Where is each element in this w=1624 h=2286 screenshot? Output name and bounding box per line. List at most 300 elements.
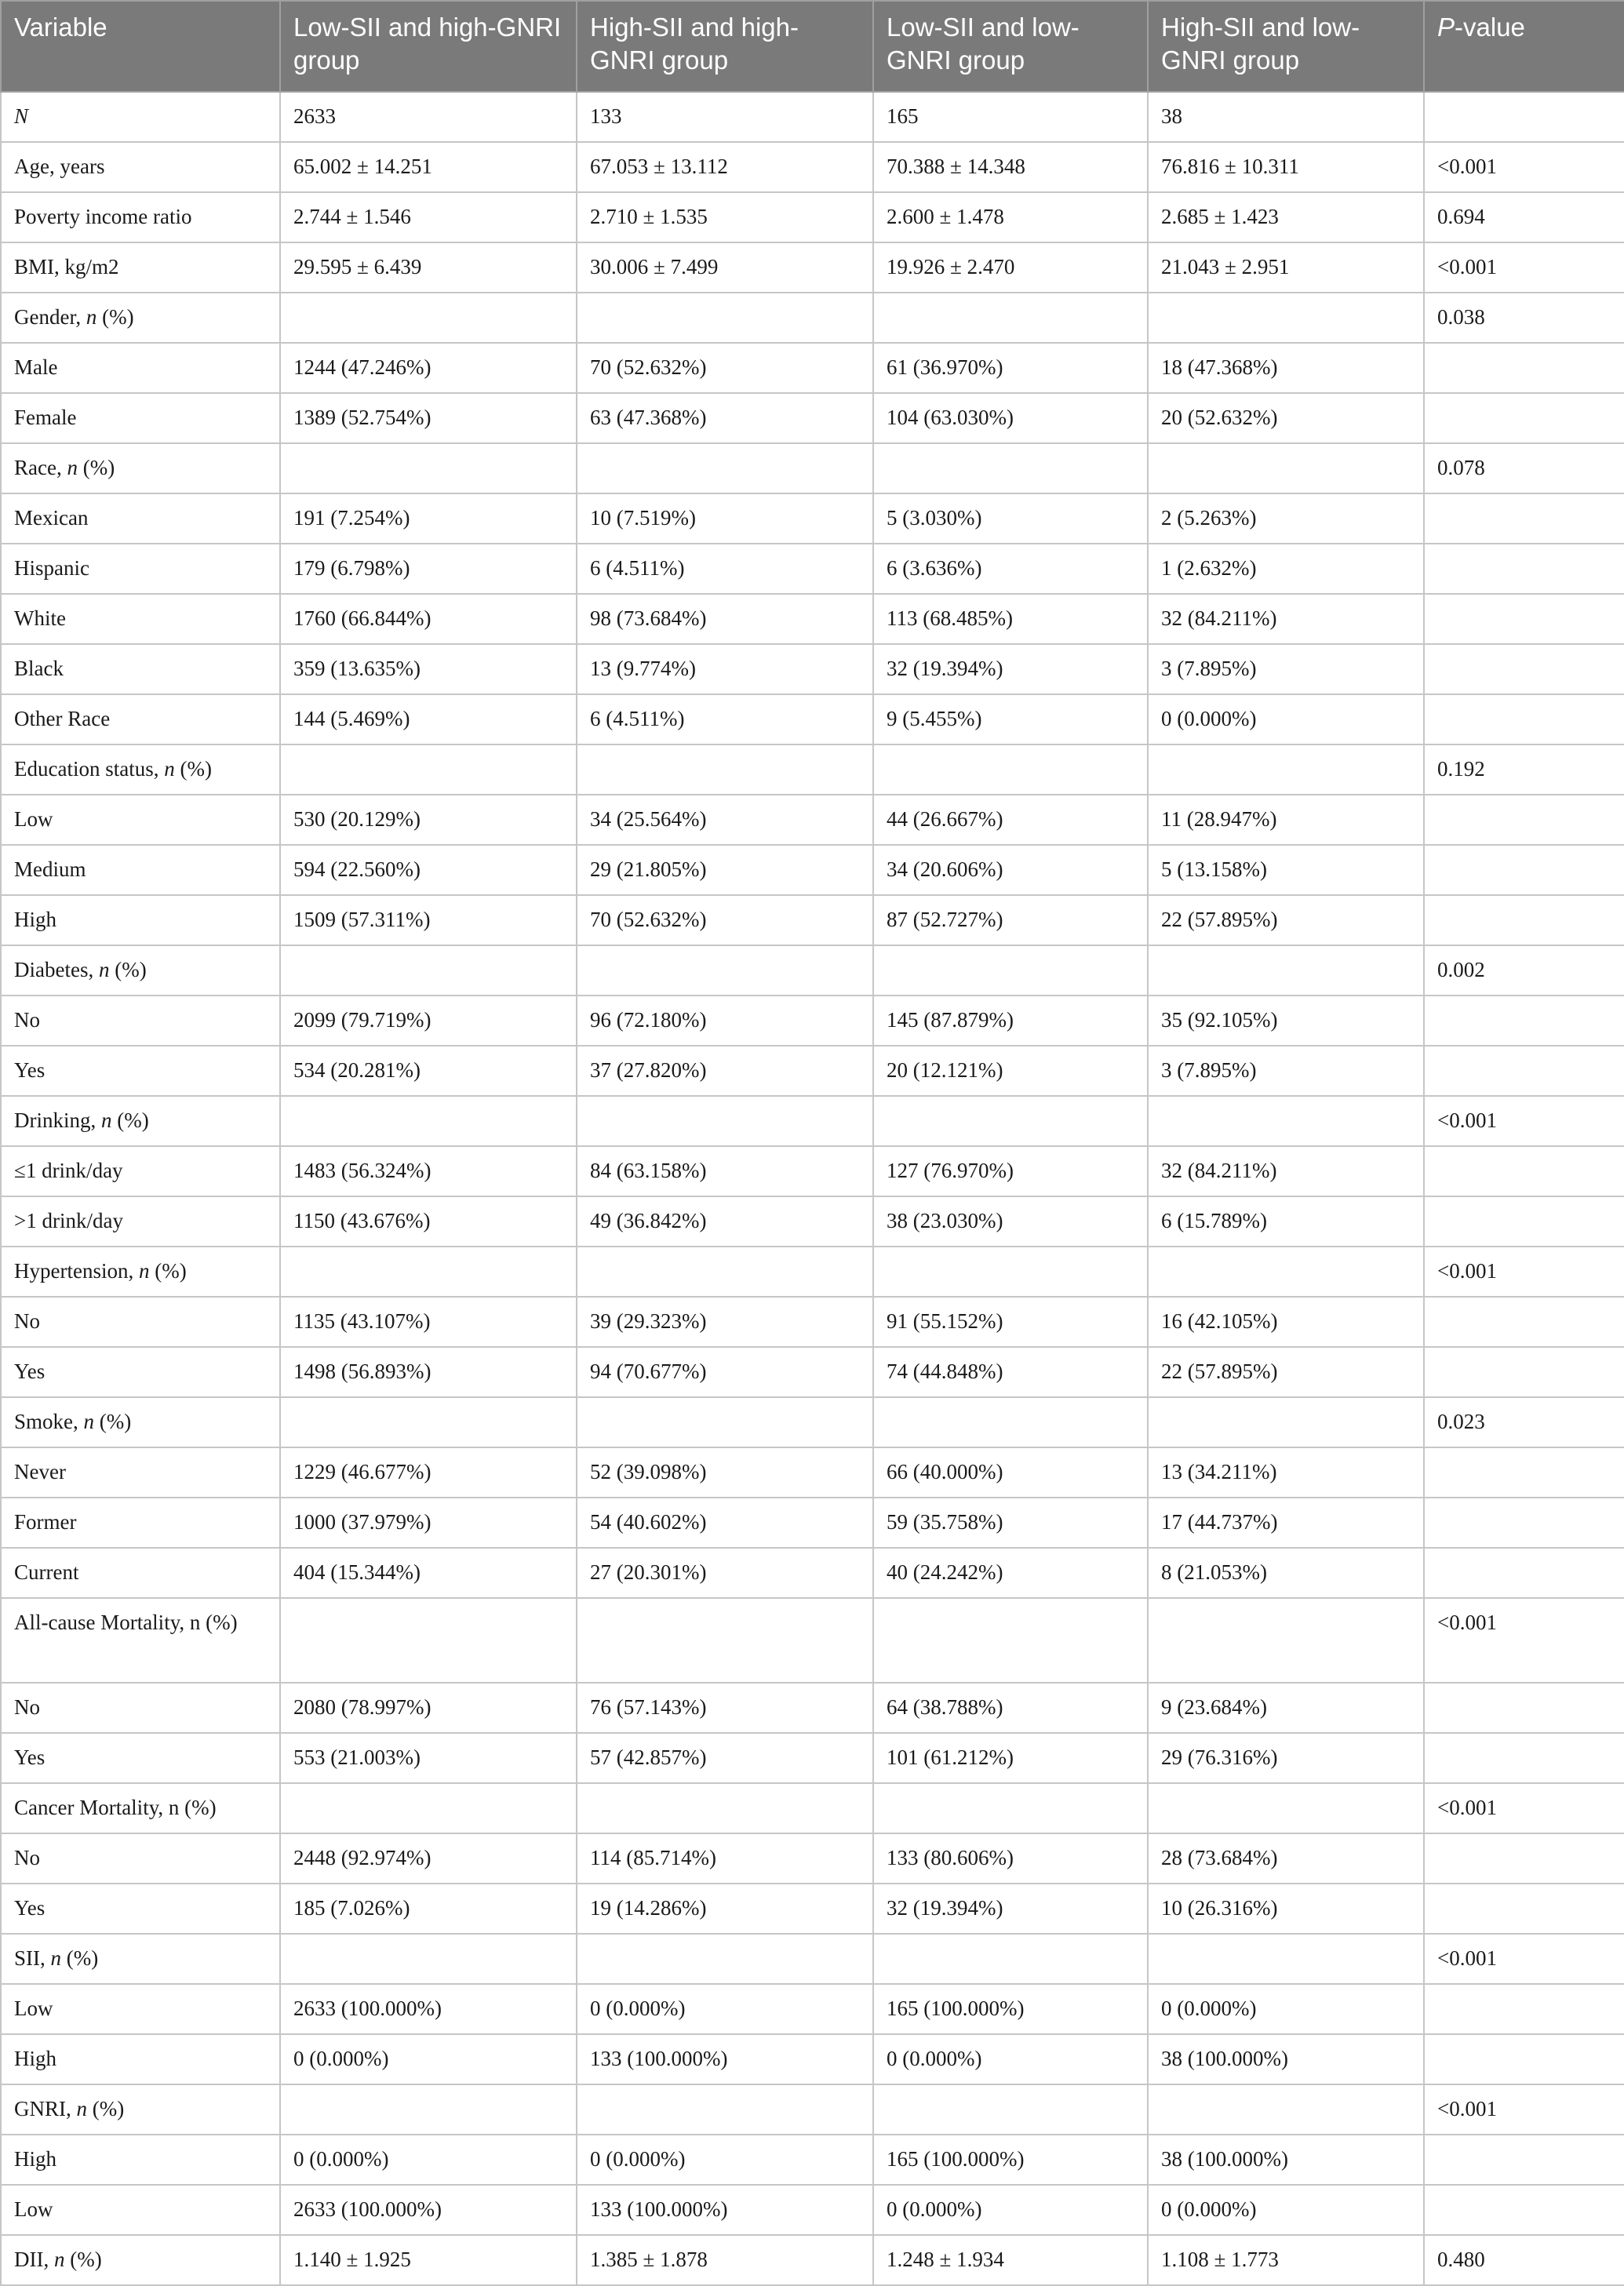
table-row	[1, 242, 1624, 293]
low-sii-low-gnri-cell: 0 (0.000%)	[873, 2185, 1148, 2235]
low-sii-high-gnri-cell: 1.140 ± 1.925	[280, 2235, 577, 2285]
table-row	[1, 1347, 1624, 1397]
low-sii-low-gnri-cell	[873, 1096, 1148, 1146]
table-row	[1, 1733, 1624, 1783]
variable-label-text: High	[14, 908, 56, 931]
high-sii-low-gnri-cell: 21.043 ± 2.951	[1148, 242, 1424, 293]
low-sii-high-gnri-cell	[280, 1096, 577, 1146]
low-sii-low-gnri-cell	[873, 2084, 1148, 2135]
variable-label-text: Never	[14, 1460, 66, 1483]
high-sii-high-gnri-cell: 34 (25.564%)	[577, 795, 873, 845]
low-sii-low-gnri-cell: 113 (68.485%)	[873, 594, 1148, 644]
low-sii-low-gnri-cell: 6 (3.636%)	[873, 544, 1148, 594]
low-sii-high-gnri-cell	[280, 1397, 577, 1447]
low-sii-high-gnri-cell: 404 (15.344%)	[280, 1548, 577, 1598]
variable-label-tail: (%)	[111, 1108, 149, 1132]
variable-cell	[1, 92, 280, 142]
p-value-cell	[1424, 92, 1624, 142]
low-sii-high-gnri-cell: 594 (22.560%)	[280, 845, 577, 895]
variable-label-text: Education status,	[14, 757, 165, 781]
high-sii-low-gnri-cell	[1148, 945, 1424, 996]
high-sii-low-gnri-cell: 1 (2.632%)	[1148, 544, 1424, 594]
high-sii-low-gnri-cell: 32 (84.211%)	[1148, 594, 1424, 644]
variable-label-it: n	[50, 1946, 61, 1970]
variable-label-tail: (%)	[149, 1259, 187, 1283]
p-value-cell	[1424, 343, 1624, 393]
high-sii-high-gnri-cell: 0 (0.000%)	[577, 1984, 873, 2034]
high-sii-high-gnri-cell: 98 (73.684%)	[577, 594, 873, 644]
low-sii-low-gnri-cell: 70.388 ± 14.348	[873, 142, 1148, 192]
high-sii-high-gnri-cell	[577, 1783, 873, 1833]
variable-label-text: >1 drink/day	[14, 1209, 123, 1232]
high-sii-low-gnri-cell: 1.108 ± 1.773	[1148, 2235, 1424, 2285]
header-p-value: P-value	[1424, 1, 1624, 92]
variable-label-text: Poverty income ratio	[14, 205, 192, 228]
low-sii-low-gnri-cell	[873, 1397, 1148, 1447]
high-sii-high-gnri-cell: 133	[577, 92, 873, 142]
low-sii-high-gnri-cell	[280, 293, 577, 343]
variable-label-text: No	[14, 1695, 40, 1719]
table-row	[1, 192, 1624, 242]
p-value-cell: <0.001	[1424, 2084, 1624, 2135]
table-row	[1, 1683, 1624, 1733]
variable-label-text: Smoke,	[14, 1410, 84, 1433]
variable-label-text: Female	[14, 406, 77, 429]
variable-cell	[1, 1347, 280, 1397]
header-row	[1, 1, 1624, 92]
variable-label-text: Former	[14, 1510, 77, 1534]
variable-label-text: Yes	[14, 1745, 46, 1769]
variable-cell	[1, 1297, 280, 1347]
table-row	[1, 2235, 1624, 2285]
table-row	[1, 1884, 1624, 1934]
variable-cell	[1, 1397, 280, 1447]
variable-cell	[1, 1196, 280, 1247]
variable-label-tail: (%)	[64, 2248, 102, 2271]
p-value-cell	[1424, 1733, 1624, 1783]
variable-label-text: High	[14, 2147, 56, 2171]
low-sii-high-gnri-cell: 29.595 ± 6.439	[280, 242, 577, 293]
high-sii-high-gnri-cell: 57 (42.857%)	[577, 1733, 873, 1783]
high-sii-low-gnri-cell: 0 (0.000%)	[1148, 1984, 1424, 2034]
high-sii-high-gnri-cell: 1.385 ± 1.878	[577, 2235, 873, 2285]
high-sii-low-gnri-cell: 3 (7.895%)	[1148, 644, 1424, 694]
high-sii-high-gnri-cell: 37 (27.820%)	[577, 1046, 873, 1096]
variable-cell	[1, 594, 280, 644]
low-sii-low-gnri-cell: 165 (100.000%)	[873, 2135, 1148, 2185]
low-sii-low-gnri-cell: 5 (3.030%)	[873, 493, 1148, 544]
variable-label-it: n	[53, 2248, 65, 2271]
table-row	[1, 293, 1624, 343]
high-sii-high-gnri-cell	[577, 945, 873, 996]
variable-cell	[1, 2084, 280, 2135]
variable-cell	[1, 1833, 280, 1884]
high-sii-high-gnri-cell: 19 (14.286%)	[577, 1884, 873, 1934]
variable-cell	[1, 2185, 280, 2235]
p-value-cell: <0.001	[1424, 242, 1624, 293]
table-row	[1, 2185, 1624, 2235]
low-sii-low-gnri-cell: 64 (38.788%)	[873, 1683, 1148, 1733]
low-sii-high-gnri-cell: 1509 (57.311%)	[280, 895, 577, 945]
p-value-cell	[1424, 544, 1624, 594]
high-sii-high-gnri-cell: 114 (85.714%)	[577, 1833, 873, 1884]
low-sii-high-gnri-cell: 1135 (43.107%)	[280, 1297, 577, 1347]
p-value-cell	[1424, 1984, 1624, 2034]
table-row	[1, 895, 1624, 945]
variable-label-text: Race,	[14, 456, 67, 479]
table-row	[1, 1046, 1624, 1096]
p-value-cell	[1424, 845, 1624, 895]
low-sii-low-gnri-cell: 133 (80.606%)	[873, 1833, 1148, 1884]
low-sii-low-gnri-cell: 127 (76.970%)	[873, 1146, 1148, 1196]
low-sii-low-gnri-cell: 66 (40.000%)	[873, 1447, 1148, 1498]
variable-label-text: Other Race	[14, 707, 111, 730]
low-sii-low-gnri-cell: 19.926 ± 2.470	[873, 242, 1148, 293]
variable-cell	[1, 242, 280, 293]
high-sii-low-gnri-cell: 38	[1148, 92, 1424, 142]
variable-cell	[1, 945, 280, 996]
variable-cell	[1, 142, 280, 192]
high-sii-high-gnri-cell: 0 (0.000%)	[577, 2135, 873, 2185]
low-sii-high-gnri-cell: 553 (21.003%)	[280, 1733, 577, 1783]
p-value-cell: <0.001	[1424, 1096, 1624, 1146]
p-value-cell	[1424, 1146, 1624, 1196]
high-sii-low-gnri-cell: 20 (52.632%)	[1148, 393, 1424, 443]
low-sii-low-gnri-cell	[873, 945, 1148, 996]
variable-label-it: n	[164, 757, 175, 781]
table-row	[1, 795, 1624, 845]
variable-label-text: Yes	[14, 1360, 46, 1383]
low-sii-low-gnri-cell: 87 (52.727%)	[873, 895, 1148, 945]
low-sii-low-gnri-cell: 145 (87.879%)	[873, 996, 1148, 1046]
high-sii-high-gnri-cell: 10 (7.519%)	[577, 493, 873, 544]
table-row	[1, 1247, 1624, 1297]
high-sii-low-gnri-cell: 38 (100.000%)	[1148, 2034, 1424, 2084]
variable-label-text: Cancer Mortality, n (%)	[14, 1796, 217, 1819]
high-sii-low-gnri-cell: 29 (76.316%)	[1148, 1733, 1424, 1783]
high-sii-low-gnri-cell	[1148, 744, 1424, 795]
p-value-cell	[1424, 1447, 1624, 1498]
high-sii-high-gnri-cell: 63 (47.368%)	[577, 393, 873, 443]
variable-label-text: Black	[14, 657, 64, 680]
variable-cell	[1, 1247, 280, 1297]
low-sii-low-gnri-cell: 20 (12.121%)	[873, 1046, 1148, 1096]
high-sii-high-gnri-cell: 2.710 ± 1.535	[577, 192, 873, 242]
variable-label-text: Low	[14, 807, 53, 831]
high-sii-low-gnri-cell: 32 (84.211%)	[1148, 1146, 1424, 1196]
table-row	[1, 996, 1624, 1046]
low-sii-low-gnri-cell	[873, 744, 1148, 795]
low-sii-high-gnri-cell: 185 (7.026%)	[280, 1884, 577, 1934]
high-sii-low-gnri-cell: 35 (92.105%)	[1148, 996, 1424, 1046]
header-high-sii-low-gnri: High-SII and low-GNRI group	[1148, 1, 1424, 92]
high-sii-high-gnri-cell: 6 (4.511%)	[577, 544, 873, 594]
table-row	[1, 1297, 1624, 1347]
variable-cell	[1, 644, 280, 694]
low-sii-high-gnri-cell: 0 (0.000%)	[280, 2135, 577, 2185]
table-row	[1, 2135, 1624, 2185]
table-header	[1, 1, 1624, 92]
high-sii-low-gnri-cell	[1148, 443, 1424, 493]
high-sii-low-gnri-cell: 2.685 ± 1.423	[1148, 192, 1424, 242]
low-sii-high-gnri-cell: 0 (0.000%)	[280, 2034, 577, 2084]
table-row	[1, 744, 1624, 795]
high-sii-low-gnri-cell: 8 (21.053%)	[1148, 1548, 1424, 1598]
variable-label-text: Gender,	[14, 305, 86, 329]
low-sii-low-gnri-cell: 32 (19.394%)	[873, 644, 1148, 694]
high-sii-low-gnri-cell	[1148, 293, 1424, 343]
high-sii-low-gnri-cell: 9 (23.684%)	[1148, 1683, 1424, 1733]
high-sii-low-gnri-cell	[1148, 1934, 1424, 1984]
p-value-cell	[1424, 1548, 1624, 1598]
variable-label-tail: (%)	[109, 958, 147, 981]
variable-label-text: No	[14, 1309, 40, 1333]
variable-cell	[1, 1548, 280, 1598]
variable-label-tail: (%)	[94, 1410, 132, 1433]
variable-cell	[1, 2034, 280, 2084]
low-sii-high-gnri-cell	[280, 1934, 577, 1984]
p-value-cell	[1424, 1833, 1624, 1884]
low-sii-high-gnri-cell	[280, 744, 577, 795]
high-sii-high-gnri-cell: 52 (39.098%)	[577, 1447, 873, 1498]
table-row	[1, 1833, 1624, 1884]
variable-label-it: n	[98, 958, 110, 981]
header-low-sii-low-gnri: Low-SII and low-GNRI group	[873, 1, 1148, 92]
high-sii-low-gnri-cell: 28 (73.684%)	[1148, 1833, 1424, 1884]
variable-label-text: Current	[14, 1560, 79, 1584]
high-sii-high-gnri-cell: 39 (29.323%)	[577, 1297, 873, 1347]
high-sii-high-gnri-cell: 94 (70.677%)	[577, 1347, 873, 1397]
low-sii-high-gnri-cell: 1760 (66.844%)	[280, 594, 577, 644]
low-sii-high-gnri-cell	[280, 1247, 577, 1297]
low-sii-high-gnri-cell: 191 (7.254%)	[280, 493, 577, 544]
variable-label-tail: (%)	[174, 757, 212, 781]
p-value-cell	[1424, 895, 1624, 945]
variable-label-text: Yes	[14, 1896, 46, 1920]
high-sii-high-gnri-cell: 54 (40.602%)	[577, 1498, 873, 1548]
variable-cell	[1, 845, 280, 895]
variable-label-it: n	[83, 1410, 95, 1433]
table-row	[1, 1498, 1624, 1548]
high-sii-high-gnri-cell	[577, 1397, 873, 1447]
high-sii-high-gnri-cell	[577, 744, 873, 795]
low-sii-high-gnri-cell	[280, 945, 577, 996]
variable-label-tail: (%)	[87, 2097, 125, 2120]
p-value-cell	[1424, 1297, 1624, 1347]
p-value-cell: <0.001	[1424, 1598, 1624, 1683]
variable-label-text: ≤1 drink/day	[14, 1159, 123, 1182]
high-sii-low-gnri-cell: 16 (42.105%)	[1148, 1297, 1424, 1347]
variable-label-text: Low	[14, 2197, 53, 2221]
table-row	[1, 1146, 1624, 1196]
table-row	[1, 1196, 1624, 1247]
low-sii-high-gnri-cell: 1389 (52.754%)	[280, 393, 577, 443]
variable-label-text: No	[14, 1008, 40, 1032]
low-sii-low-gnri-cell: 104 (63.030%)	[873, 393, 1148, 443]
p-value-cell	[1424, 644, 1624, 694]
table-row	[1, 92, 1624, 142]
table-row	[1, 945, 1624, 996]
p-value-cell: 0.023	[1424, 1397, 1624, 1447]
low-sii-high-gnri-cell: 2633	[280, 92, 577, 142]
p-value-cell	[1424, 2135, 1624, 2185]
table-body	[1, 92, 1624, 2285]
low-sii-high-gnri-cell: 65.002 ± 14.251	[280, 142, 577, 192]
variable-cell	[1, 1096, 280, 1146]
low-sii-high-gnri-cell: 359 (13.635%)	[280, 644, 577, 694]
table-row	[1, 594, 1624, 644]
low-sii-high-gnri-cell	[280, 1783, 577, 1833]
p-value-cell: 0.002	[1424, 945, 1624, 996]
p-value-cell: <0.001	[1424, 142, 1624, 192]
high-sii-high-gnri-cell	[577, 1598, 873, 1683]
p-value-cell: <0.001	[1424, 1783, 1624, 1833]
variable-cell	[1, 795, 280, 845]
low-sii-low-gnri-cell: 2.600 ± 1.478	[873, 192, 1148, 242]
p-value-cell	[1424, 1683, 1624, 1733]
variable-label-text: SII,	[14, 1946, 51, 1970]
low-sii-low-gnri-cell: 101 (61.212%)	[873, 1733, 1148, 1783]
low-sii-high-gnri-cell: 2.744 ± 1.546	[280, 192, 577, 242]
high-sii-low-gnri-cell: 22 (57.895%)	[1148, 895, 1424, 945]
variable-label-text: DII,	[14, 2248, 54, 2271]
table-row	[1, 694, 1624, 744]
low-sii-low-gnri-cell: 91 (55.152%)	[873, 1297, 1148, 1347]
low-sii-low-gnri-cell: 1.248 ± 1.934	[873, 2235, 1148, 2285]
low-sii-low-gnri-cell: 44 (26.667%)	[873, 795, 1148, 845]
high-sii-high-gnri-cell	[577, 1247, 873, 1297]
table-row	[1, 2034, 1624, 2084]
variable-label-it: n	[76, 2097, 87, 2120]
p-value-cell	[1424, 1196, 1624, 1247]
high-sii-low-gnri-cell: 38 (100.000%)	[1148, 2135, 1424, 2185]
variable-cell	[1, 343, 280, 393]
variable-label-text: No	[14, 1846, 40, 1869]
low-sii-low-gnri-cell: 38 (23.030%)	[873, 1196, 1148, 1247]
low-sii-high-gnri-cell: 530 (20.129%)	[280, 795, 577, 845]
high-sii-low-gnri-cell: 6 (15.789%)	[1148, 1196, 1424, 1247]
variable-cell	[1, 694, 280, 744]
variable-label-text: BMI, kg/m2	[14, 255, 119, 278]
high-sii-low-gnri-cell: 0 (0.000%)	[1148, 2185, 1424, 2235]
low-sii-low-gnri-cell: 61 (36.970%)	[873, 343, 1148, 393]
low-sii-low-gnri-cell: 165 (100.000%)	[873, 1984, 1148, 2034]
variable-label-text: Hypertension,	[14, 1259, 139, 1283]
variable-label-it: n	[101, 1108, 112, 1132]
low-sii-low-gnri-cell: 165	[873, 92, 1148, 142]
variable-label-text: GNRI,	[14, 2097, 77, 2120]
high-sii-low-gnri-cell: 2 (5.263%)	[1148, 493, 1424, 544]
variable-label-text: Yes	[14, 1058, 46, 1082]
p-value-cell: 0.078	[1424, 443, 1624, 493]
high-sii-low-gnri-cell: 3 (7.895%)	[1148, 1046, 1424, 1096]
low-sii-low-gnri-cell: 32 (19.394%)	[873, 1884, 1148, 1934]
variable-cell	[1, 192, 280, 242]
high-sii-low-gnri-cell: 5 (13.158%)	[1148, 845, 1424, 895]
high-sii-low-gnri-cell	[1148, 1397, 1424, 1447]
p-value-cell	[1424, 795, 1624, 845]
high-sii-high-gnri-cell: 96 (72.180%)	[577, 996, 873, 1046]
low-sii-high-gnri-cell: 1000 (37.979%)	[280, 1498, 577, 1548]
low-sii-high-gnri-cell: 1150 (43.676%)	[280, 1196, 577, 1247]
variable-cell	[1, 1733, 280, 1783]
low-sii-low-gnri-cell	[873, 443, 1148, 493]
p-value-cell: <0.001	[1424, 1247, 1624, 1297]
variable-cell	[1, 895, 280, 945]
low-sii-high-gnri-cell: 2633 (100.000%)	[280, 2185, 577, 2235]
high-sii-low-gnri-cell	[1148, 1598, 1424, 1683]
high-sii-high-gnri-cell	[577, 1934, 873, 1984]
low-sii-low-gnri-cell: 34 (20.606%)	[873, 845, 1148, 895]
variable-label-tail: (%)	[61, 1946, 99, 1970]
high-sii-high-gnri-cell: 49 (36.842%)	[577, 1196, 873, 1247]
high-sii-low-gnri-cell: 11 (28.947%)	[1148, 795, 1424, 845]
table-row	[1, 1447, 1624, 1498]
variable-label-it: n	[67, 456, 78, 479]
variable-cell	[1, 544, 280, 594]
low-sii-low-gnri-cell: 9 (5.455%)	[873, 694, 1148, 744]
high-sii-low-gnri-cell: 10 (26.316%)	[1148, 1884, 1424, 1934]
high-sii-low-gnri-cell	[1148, 1096, 1424, 1146]
high-sii-low-gnri-cell	[1148, 2084, 1424, 2135]
high-sii-low-gnri-cell: 0 (0.000%)	[1148, 694, 1424, 744]
header-low-sii-high-gnri: Low-SII and high-GNRI group	[280, 1, 577, 92]
variable-label-tail: (%)	[77, 456, 115, 479]
variable-cell	[1, 1447, 280, 1498]
variable-cell	[1, 393, 280, 443]
high-sii-high-gnri-cell: 6 (4.511%)	[577, 694, 873, 744]
table-row	[1, 644, 1624, 694]
variable-label-text: Age, years	[14, 155, 105, 178]
high-sii-low-gnri-cell: 22 (57.895%)	[1148, 1347, 1424, 1397]
high-sii-high-gnri-cell	[577, 1096, 873, 1146]
table-row	[1, 343, 1624, 393]
low-sii-high-gnri-cell: 2099 (79.719%)	[280, 996, 577, 1046]
p-value-cell	[1424, 2185, 1624, 2235]
p-value-cell	[1424, 1046, 1624, 1096]
p-value-cell	[1424, 1498, 1624, 1548]
low-sii-high-gnri-cell: 1498 (56.893%)	[280, 1347, 577, 1397]
high-sii-high-gnri-cell	[577, 443, 873, 493]
high-sii-high-gnri-cell: 67.053 ± 13.112	[577, 142, 873, 192]
high-sii-low-gnri-cell: 18 (47.368%)	[1148, 343, 1424, 393]
table-row	[1, 1548, 1624, 1598]
p-value-cell	[1424, 393, 1624, 443]
p-value-cell	[1424, 996, 1624, 1046]
variable-cell	[1, 1783, 280, 1833]
low-sii-low-gnri-cell: 40 (24.242%)	[873, 1548, 1148, 1598]
low-sii-low-gnri-cell: 59 (35.758%)	[873, 1498, 1148, 1548]
variable-label-text: Mexican	[14, 506, 89, 530]
high-sii-high-gnri-cell: 27 (20.301%)	[577, 1548, 873, 1598]
variable-label-text: Diabetes,	[14, 958, 99, 981]
high-sii-low-gnri-cell	[1148, 1783, 1424, 1833]
p-value-cell: 0.480	[1424, 2235, 1624, 2285]
variable-label-tail: (%)	[96, 305, 134, 329]
p-value-cell	[1424, 594, 1624, 644]
table-row	[1, 393, 1624, 443]
low-sii-low-gnri-cell	[873, 1598, 1148, 1683]
high-sii-high-gnri-cell: 29 (21.805%)	[577, 845, 873, 895]
low-sii-low-gnri-cell: 74 (44.848%)	[873, 1347, 1148, 1397]
variable-cell	[1, 293, 280, 343]
variable-label-it: n	[138, 1259, 150, 1283]
variable-cell	[1, 1046, 280, 1096]
variable-label-text: All-cause Mortality, n (%)	[14, 1611, 238, 1634]
low-sii-high-gnri-cell: 179 (6.798%)	[280, 544, 577, 594]
high-sii-high-gnri-cell: 70 (52.632%)	[577, 895, 873, 945]
variable-cell	[1, 744, 280, 795]
